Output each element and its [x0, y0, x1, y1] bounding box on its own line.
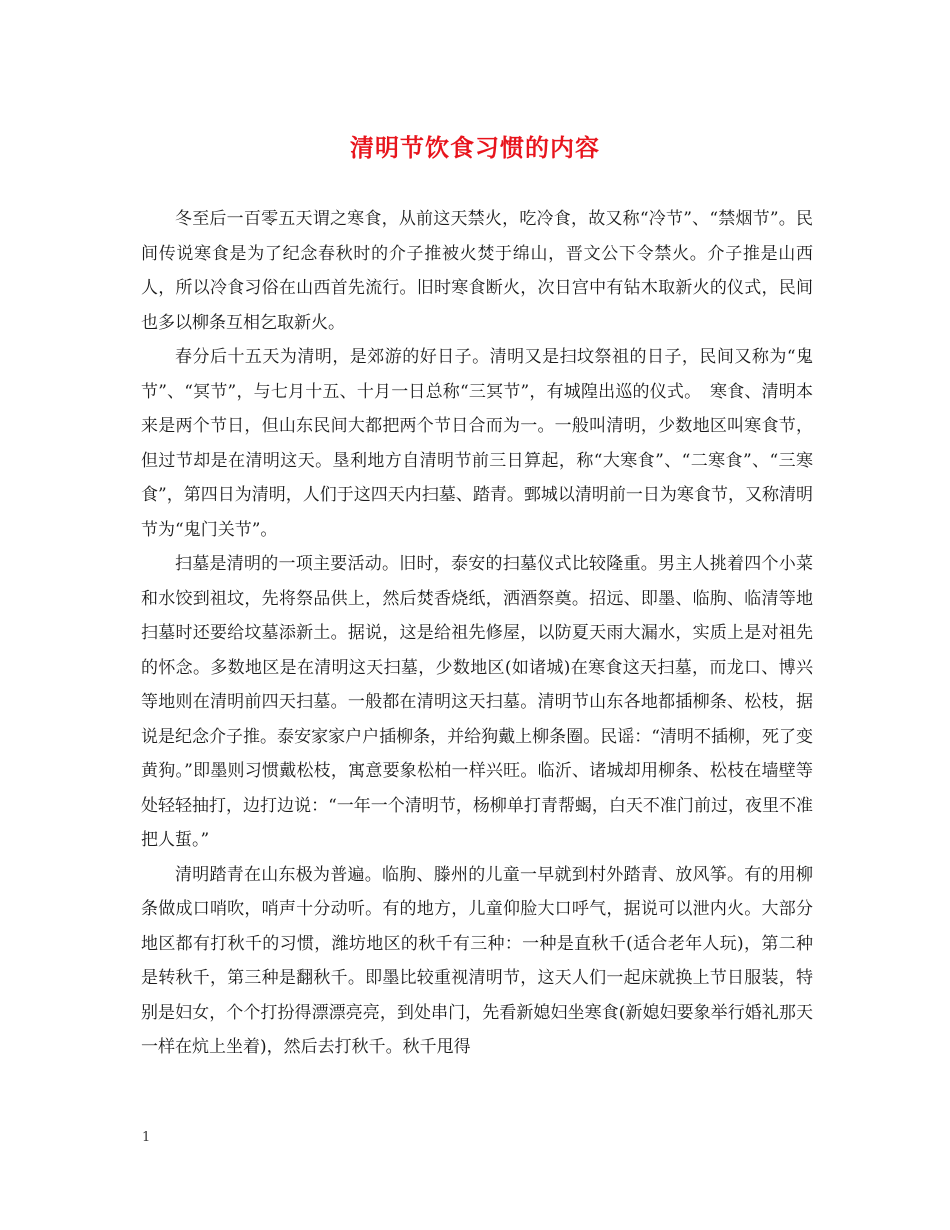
paragraph: 冬至后一百零五天谓之寒食，从前这天禁火，吃冷食，故又称“冷节”、“禁烟节”。民间传说寒食是为了纪念春秋时的介子推被火焚于绵山，晋文公下令禁火。介子推是山西人，所以冷食习俗在山西首先流行。旧时寒食断火，次日宫中有钻木取新火的仪式，民间也多以柳条互相乞取新火。	[141, 209, 813, 333]
paragraph: 扫墓是清明的一项主要活动。旧时，泰安的扫墓仪式比较隆重。男主人挑着四个小菜和水饺到祖坟，先将祭品供上，然后焚香烧纸，洒酒祭奠。招远、即墨、临朐、临清等地扫墓时还要给坟墓添新土。据说，这是给祖先修屋，以防夏天雨大漏水，实质上是对祖先的怀念。多数地区是在清明这天扫墓，少数地区(如诸城)在寒食这天扫墓，而龙口、博兴等地则在清明前四天扫墓。一般都在清明这天扫墓。清明节山东各地都插柳条、松枝，据说是纪念介子推。泰安家家户户插柳条，并给狗戴上柳条圈。民谣：“清明不插柳，死了变黄狗。”即墨则习惯戴松枝，寓意要象松柏一样兴旺。临沂、诸城却用柳条、松枝在墙壁等处轻轻抽打，边打边说：“一年一个清明节，杨柳单打青帮蝎，白天不准门前过，夜里不准把人蜇。”	[141, 554, 813, 850]
page-number: 1	[142, 1130, 151, 1145]
document-body	[141, 202, 813, 1065]
document-title: 清明节饮食习惯的内容	[350, 133, 600, 162]
paragraph: 春分后十五天为清明，是郊游的好日子。清明又是扫坟祭祖的日子，民间又称为“鬼节”、“冥节”，与七月十五、十月一日总称“三冥节”，有城隍出巡的仪式。 寒食、清明本来是两个节日，但山东民间大都把两个节日合而为一。一般叫清明，少数地区叫寒食节，但过节却是在清明这天。垦利地方自清明节前三日算起，称“大寒食”、“二寒食”、“三寒食”，第四日为清明，人们于这四天内扫墓、踏青。鄄城以清明前一日为寒食节，又称清明节为“鬼门关节”。	[141, 347, 813, 540]
paragraph: 清明踏青在山东极为普遍。临朐、滕州的儿童一早就到村外踏青、放风筝。有的用柳条做成口哨吹，哨声十分动听。有的地方，儿童仰脸大口呼气，据说可以泄内火。大部分地区都有打秋千的习惯，潍坊地区的秋千有三种：一种是直秋千(适合老年人玩)，第二种是转秋千，第三种是翻秋千。即墨比较重视清明节，这天人们一起床就换上节日服装，特别是妇女，个个打扮得漂漂亮亮，到处串门，先看新媳妇坐寒食(新媳妇要象举行婚礼那天一样在炕上坐着)，然后去打秋千。秋千甩得	[141, 864, 813, 1057]
